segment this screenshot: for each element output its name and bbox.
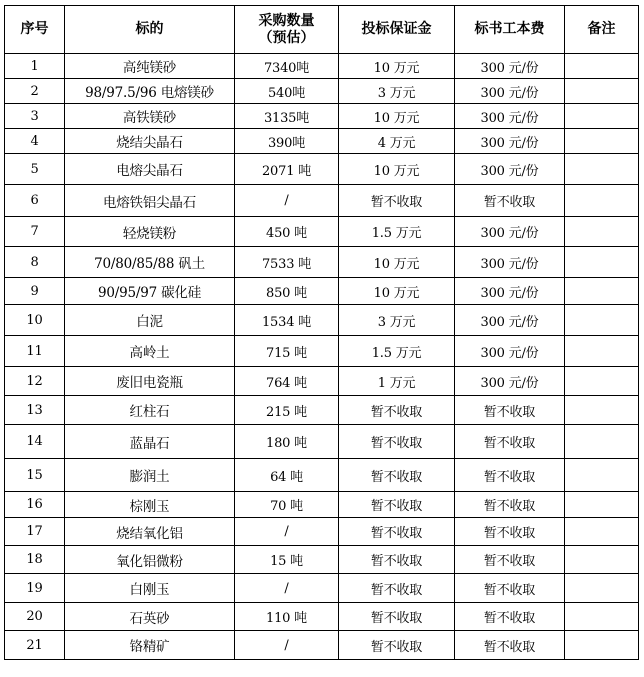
header-quantity: 采购数量 （预估）	[235, 6, 339, 54]
table-row	[5, 305, 639, 336]
cell-fee: 暂不收取	[455, 603, 565, 631]
table-body	[5, 54, 639, 660]
cell-fee: 300 元/份	[455, 79, 565, 104]
cell-deposit: 暂不收取	[339, 603, 455, 631]
cell-no: 20	[5, 603, 65, 631]
table-row	[5, 217, 639, 247]
cell-no: 3	[5, 104, 65, 129]
cell-remark	[565, 518, 639, 546]
table-row	[5, 574, 639, 603]
table-row	[5, 425, 639, 459]
cell-no: 6	[5, 185, 65, 217]
cell-no: 4	[5, 129, 65, 154]
cell-fee: 300 元/份	[455, 154, 565, 185]
cell-quantity: 850 吨	[235, 278, 339, 305]
cell-quantity: /	[235, 574, 339, 603]
cell-remark	[565, 336, 639, 367]
table-row	[5, 546, 639, 574]
cell-deposit: 暂不收取	[339, 425, 455, 459]
cell-remark	[565, 305, 639, 336]
cell-quantity: 540吨	[235, 79, 339, 104]
cell-deposit: 10 万元	[339, 54, 455, 79]
cell-no: 2	[5, 79, 65, 104]
table-row	[5, 104, 639, 129]
cell-deposit: 暂不收取	[339, 185, 455, 217]
cell-quantity: 7533 吨	[235, 247, 339, 278]
cell-no: 11	[5, 336, 65, 367]
cell-fee: 300 元/份	[455, 367, 565, 396]
cell-quantity: 450 吨	[235, 217, 339, 247]
cell-remark	[565, 217, 639, 247]
cell-remark	[565, 492, 639, 518]
cell-quantity: 2071 吨	[235, 154, 339, 185]
cell-item: 白泥	[65, 305, 235, 336]
cell-fee: 暂不收取	[455, 574, 565, 603]
cell-item: 膨润土	[65, 459, 235, 492]
cell-deposit: 10 万元	[339, 247, 455, 278]
table-row	[5, 278, 639, 305]
header-deposit: 投标保证金	[339, 6, 455, 54]
cell-remark	[565, 367, 639, 396]
cell-no: 19	[5, 574, 65, 603]
cell-item: 高岭土	[65, 336, 235, 367]
cell-no: 21	[5, 631, 65, 660]
header-fee: 标书工本费	[455, 6, 565, 54]
cell-quantity: 215 吨	[235, 396, 339, 425]
cell-quantity: 7340吨	[235, 54, 339, 79]
cell-remark	[565, 104, 639, 129]
table-row	[5, 459, 639, 492]
cell-no: 1	[5, 54, 65, 79]
cell-deposit: 4 万元	[339, 129, 455, 154]
cell-item: 电熔铁铝尖晶石	[65, 185, 235, 217]
cell-deposit: 1.5 万元	[339, 217, 455, 247]
cell-deposit: 10 万元	[339, 104, 455, 129]
cell-item: 石英砂	[65, 603, 235, 631]
cell-deposit: 暂不收取	[339, 492, 455, 518]
cell-fee: 暂不收取	[455, 492, 565, 518]
cell-deposit: 暂不收取	[339, 518, 455, 546]
cell-remark	[565, 247, 639, 278]
cell-remark	[565, 54, 639, 79]
cell-fee: 暂不收取	[455, 396, 565, 425]
header-row	[5, 6, 639, 54]
cell-item: 高铁镁砂	[65, 104, 235, 129]
cell-quantity: 3135吨	[235, 104, 339, 129]
cell-item: 烧结氧化铝	[65, 518, 235, 546]
cell-item: 烧结尖晶石	[65, 129, 235, 154]
cell-deposit: 暂不收取	[339, 631, 455, 660]
cell-remark	[565, 546, 639, 574]
cell-remark	[565, 396, 639, 425]
cell-fee: 300 元/份	[455, 247, 565, 278]
cell-item: 90/95/97 碳化硅	[65, 278, 235, 305]
table-row	[5, 631, 639, 660]
cell-remark	[565, 129, 639, 154]
cell-deposit: 3 万元	[339, 79, 455, 104]
table-row	[5, 367, 639, 396]
cell-item: 棕刚玉	[65, 492, 235, 518]
cell-no: 8	[5, 247, 65, 278]
cell-fee: 暂不收取	[455, 185, 565, 217]
cell-quantity: 110 吨	[235, 603, 339, 631]
cell-item: 轻烧镁粉	[65, 217, 235, 247]
cell-fee: 暂不收取	[455, 425, 565, 459]
cell-deposit: 暂不收取	[339, 459, 455, 492]
cell-no: 5	[5, 154, 65, 185]
cell-item: 红柱石	[65, 396, 235, 425]
cell-no: 15	[5, 459, 65, 492]
table-row	[5, 129, 639, 154]
cell-quantity: 764 吨	[235, 367, 339, 396]
cell-item: 蓝晶石	[65, 425, 235, 459]
cell-no: 13	[5, 396, 65, 425]
table-row	[5, 603, 639, 631]
cell-item: 铬精矿	[65, 631, 235, 660]
cell-quantity: 715 吨	[235, 336, 339, 367]
table-row	[5, 396, 639, 425]
cell-no: 17	[5, 518, 65, 546]
cell-remark	[565, 154, 639, 185]
cell-item: 电熔尖晶石	[65, 154, 235, 185]
cell-deposit: 10 万元	[339, 278, 455, 305]
cell-fee: 暂不收取	[455, 546, 565, 574]
cell-remark	[565, 278, 639, 305]
cell-quantity: 1534 吨	[235, 305, 339, 336]
cell-no: 18	[5, 546, 65, 574]
cell-quantity: 64 吨	[235, 459, 339, 492]
cell-item: 废旧电瓷瓶	[65, 367, 235, 396]
cell-fee: 300 元/份	[455, 129, 565, 154]
cell-fee: 暂不收取	[455, 631, 565, 660]
cell-quantity: /	[235, 631, 339, 660]
cell-quantity: 70 吨	[235, 492, 339, 518]
table-row	[5, 336, 639, 367]
cell-fee: 暂不收取	[455, 459, 565, 492]
cell-remark	[565, 574, 639, 603]
cell-remark	[565, 631, 639, 660]
cell-quantity: 15 吨	[235, 546, 339, 574]
cell-quantity: /	[235, 518, 339, 546]
table-row	[5, 154, 639, 185]
cell-deposit: 3 万元	[339, 305, 455, 336]
header-remark: 备注	[565, 6, 639, 54]
cell-item: 白刚玉	[65, 574, 235, 603]
cell-fee: 300 元/份	[455, 336, 565, 367]
cell-fee: 300 元/份	[455, 54, 565, 79]
cell-no: 14	[5, 425, 65, 459]
cell-no: 10	[5, 305, 65, 336]
cell-item: 氧化铝微粉	[65, 546, 235, 574]
table-row	[5, 518, 639, 546]
cell-no: 12	[5, 367, 65, 396]
cell-quantity: /	[235, 185, 339, 217]
cell-deposit: 1.5 万元	[339, 336, 455, 367]
table-header	[5, 6, 639, 54]
cell-item: 高纯镁砂	[65, 54, 235, 79]
cell-item: 98/97.5/96 电熔镁砂	[65, 79, 235, 104]
cell-fee: 300 元/份	[455, 104, 565, 129]
header-item: 标的	[65, 6, 235, 54]
cell-fee: 暂不收取	[455, 518, 565, 546]
cell-no: 7	[5, 217, 65, 247]
cell-deposit: 暂不收取	[339, 574, 455, 603]
table-row	[5, 492, 639, 518]
table-row	[5, 54, 639, 79]
cell-remark	[565, 185, 639, 217]
cell-quantity: 180 吨	[235, 425, 339, 459]
cell-item: 70/80/85/88 矾土	[65, 247, 235, 278]
cell-no: 9	[5, 278, 65, 305]
cell-remark	[565, 79, 639, 104]
table-row	[5, 79, 639, 104]
cell-deposit: 1 万元	[339, 367, 455, 396]
table-row	[5, 247, 639, 278]
cell-fee: 300 元/份	[455, 278, 565, 305]
cell-deposit: 暂不收取	[339, 546, 455, 574]
cell-remark	[565, 425, 639, 459]
cell-deposit: 10 万元	[339, 154, 455, 185]
cell-fee: 300 元/份	[455, 305, 565, 336]
cell-deposit: 暂不收取	[339, 396, 455, 425]
cell-remark	[565, 459, 639, 492]
cell-no: 16	[5, 492, 65, 518]
header-no: 序号	[5, 6, 65, 54]
cell-fee: 300 元/份	[455, 217, 565, 247]
table-row	[5, 185, 639, 217]
procurement-table	[4, 5, 639, 660]
cell-quantity: 390吨	[235, 129, 339, 154]
cell-remark	[565, 603, 639, 631]
